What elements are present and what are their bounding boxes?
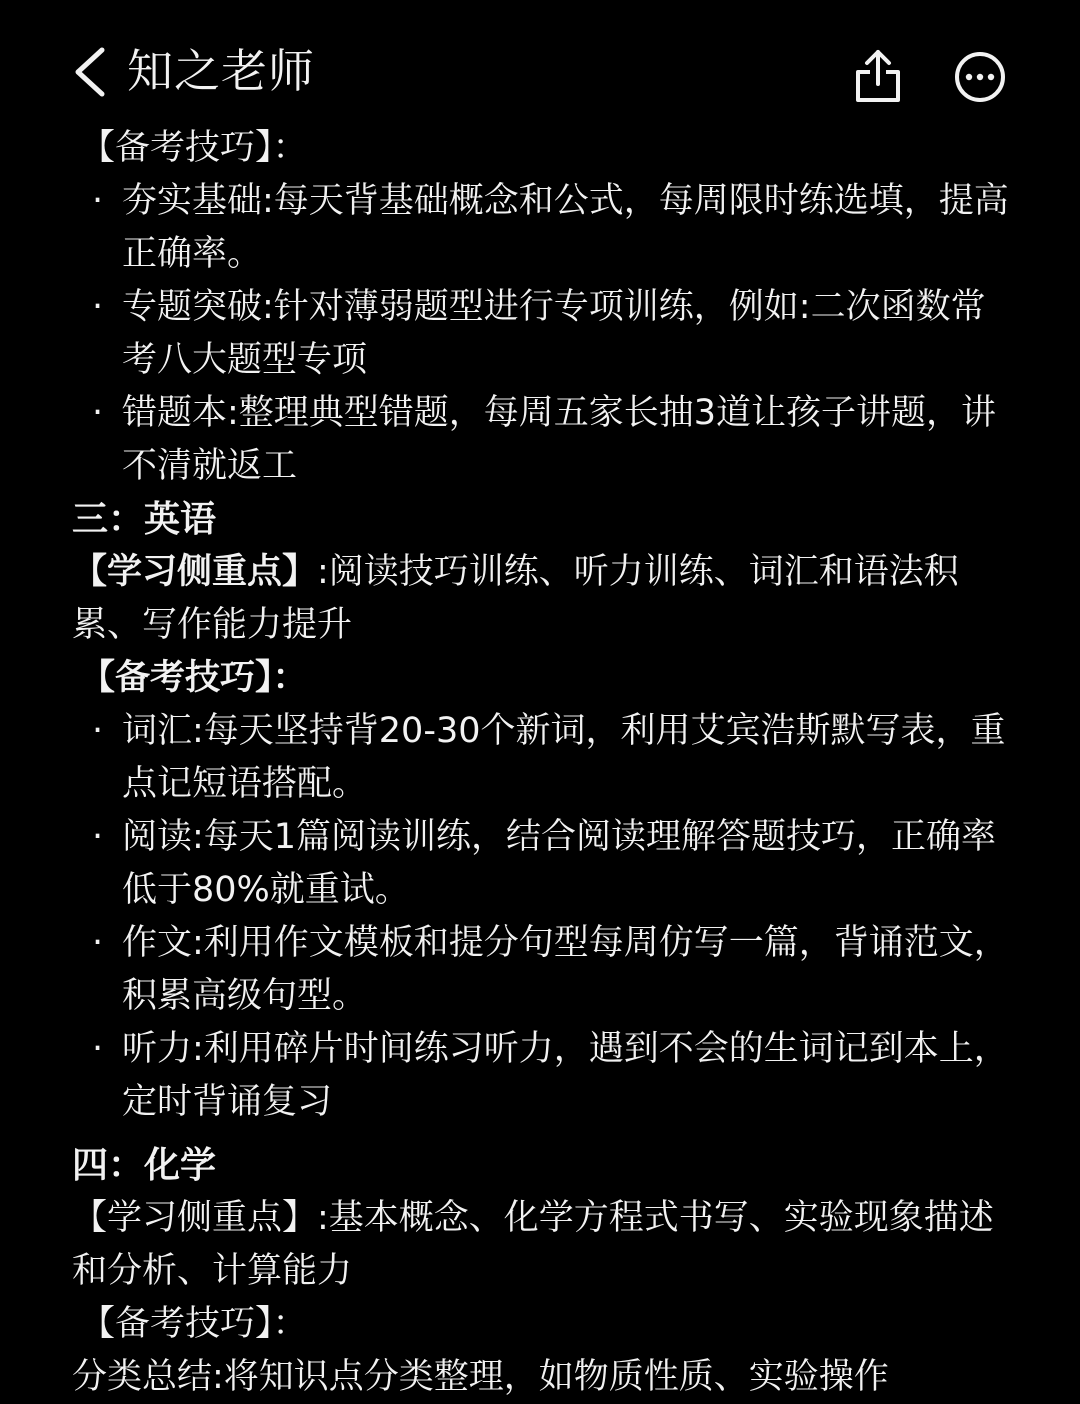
bullet-text: 作文:利用作文模板和提分句型每周仿写一篇，背诵范文，积累高级句型。 bbox=[122, 923, 1009, 1016]
page-title: 知之老师 bbox=[127, 44, 315, 98]
share-icon bbox=[850, 46, 906, 106]
section-heading-chemistry: 四：化学 bbox=[72, 1145, 217, 1186]
back-button[interactable] bbox=[66, 44, 118, 100]
focus-text: :基本概念、化学方程式书写、实验现象描述和分析、计算能力 bbox=[72, 1198, 994, 1291]
bullet-dot: · bbox=[92, 287, 104, 327]
article-content bbox=[72, 122, 1012, 1404]
chemistry-tip-partial: 分类总结:将知识点分类整理，如物质性质、实验操作 bbox=[72, 1357, 889, 1397]
list-item bbox=[72, 175, 1012, 281]
more-icon bbox=[952, 49, 1008, 105]
share-button[interactable] bbox=[850, 46, 906, 106]
bullet-dot: · bbox=[92, 817, 104, 857]
bullet-text: 夯实基础:每天背基础概念和公式，每周限时练选填，提高正确率。 bbox=[122, 181, 1009, 274]
chevron-left-icon bbox=[66, 44, 118, 100]
spacer bbox=[72, 1129, 1012, 1139]
bullet-dot: · bbox=[92, 1029, 104, 1069]
bullet-dot: · bbox=[92, 393, 104, 433]
section-heading-english: 三：英语 bbox=[72, 499, 217, 540]
list-item bbox=[72, 811, 1012, 917]
bullet-dot: · bbox=[92, 181, 104, 221]
chemistry-focus bbox=[72, 1192, 1012, 1298]
top-bar bbox=[0, 0, 1080, 130]
list-item bbox=[72, 1023, 1012, 1129]
focus-label: 【学习侧重点】 bbox=[72, 552, 318, 592]
bullet-dot: · bbox=[92, 711, 104, 751]
english-focus bbox=[72, 546, 1012, 652]
chemistry-tips-heading: 【备考技巧】： bbox=[80, 1304, 308, 1344]
list-item bbox=[72, 281, 1012, 387]
bullet-text: 听力:利用碎片时间练习听力，遇到不会的生词记到本上，定时背诵复习 bbox=[122, 1029, 1009, 1122]
bullet-text: 阅读:每天1篇阅读训练，结合阅读理解答题技巧，正确率低于80%就重试。 bbox=[122, 817, 997, 910]
focus-text: :阅读技巧训练、听力训练、词汇和语法积累、写作能力提升 bbox=[72, 552, 959, 645]
bullet-dot: · bbox=[92, 923, 104, 963]
bullet-text: 错题本:整理典型错题，每周五家长抽3道让孩子讲题，讲不清就返工 bbox=[122, 393, 997, 486]
bullet-text: 专题突破:针对薄弱题型进行专项训练，例如:二次函数常考八大题型专项 bbox=[122, 287, 986, 380]
list-item bbox=[72, 917, 1012, 1023]
list-item bbox=[72, 705, 1012, 811]
more-options-button[interactable] bbox=[952, 49, 1008, 105]
math-tips-heading: 【备考技巧】： bbox=[80, 128, 308, 168]
list-item bbox=[72, 387, 1012, 493]
english-tips-heading: 【备考技巧】： bbox=[80, 658, 308, 698]
focus-label: 【学习侧重点】 bbox=[72, 1198, 318, 1238]
bullet-text: 词汇:每天坚持背20-30个新词，利用艾宾浩斯默写表，重点记短语搭配。 bbox=[122, 711, 1006, 804]
